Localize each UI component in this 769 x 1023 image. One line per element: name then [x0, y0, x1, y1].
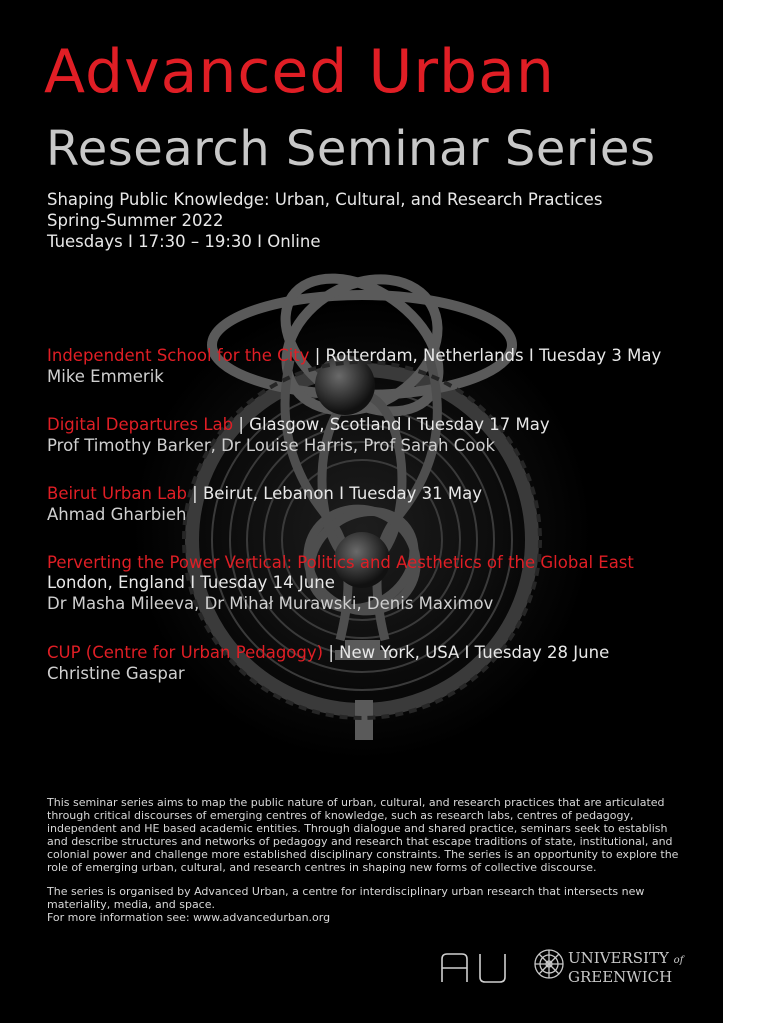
more-info-link[interactable]: For more information see: www.advancedurban.org: [47, 911, 331, 924]
event-4-name: Perverting the Power Vertical: Politics and Aesthetics of the Global East: [47, 553, 634, 572]
event-4-details: London, England I Tuesday 14 June: [47, 573, 335, 592]
description-paragraph-2: The series is organised by Advanced Urban, a centre for interdisciplinary urban research that intersects new materiality, media, and space.: [47, 885, 645, 911]
event-2-details: | Glasgow, Scotland I Tuesday 17 May: [233, 415, 550, 434]
description: [47, 796, 687, 924]
event-5-details: | New York, USA I Tuesday 28 June: [323, 643, 610, 662]
event-3-name: Beirut Urban Lab: [47, 484, 187, 503]
description-paragraph-1: This seminar series aims to map the public nature of urban, cultural, and research practices that are articulated through critical discourses of emerging centres of knowledge, such as research labs, centres of pedagogy, independent and HE based academic entities. Through dialogue and shared practice, seminars seek to establish and describe structures and networks of pedagogy and research that escape traditions of state, institutional, and colonial power and challenge more established disciplinary constraints. The series is an opportunity to explore the role of emerging urban, cultural, and research centres in shaping new forms of collective discourse.: [47, 796, 679, 874]
event-5-speakers: Christine Gaspar: [47, 664, 185, 683]
event-3-title: [47, 484, 482, 504]
event-3-speakers: Ahmad Gharbieh: [47, 505, 187, 524]
event-4-speakers: Dr Masha Mileeva, Dr Mihał Murawski, Denis Maximov: [47, 594, 494, 613]
university-line-1: UNIVERSITY: [568, 949, 669, 967]
schedule: Tuesdays I 17:30 – 19:30 I Online: [47, 232, 321, 251]
event-3-details: | Beirut, Lebanon I Tuesday 31 May: [186, 484, 482, 503]
event-2-speakers: Prof Timothy Barker, Dr Louise Harris, Prof Sarah Cook: [47, 436, 496, 455]
university-line-2: GREENWICH: [568, 968, 673, 986]
event-1-title: [47, 346, 661, 366]
event-2-title: [47, 415, 550, 435]
event-1-speakers: Mike Emmerik: [47, 367, 164, 386]
subtitle: Shaping Public Knowledge: Urban, Cultural, and Research Practices: [47, 190, 603, 209]
event-1-details: | Rotterdam, Netherlands I Tuesday 3 May: [309, 346, 662, 365]
event-1-name: Independent School for the City: [47, 346, 310, 365]
event-5-title: [47, 643, 609, 663]
season: Spring-Summer 2022: [47, 211, 224, 230]
event-2-name: Digital Departures Lab: [47, 415, 234, 434]
university-of-greenwich-logo: [568, 950, 683, 985]
event-5-name: CUP (Centre for Urban Pedagogy): [47, 643, 324, 662]
university-crest-icon: [533, 948, 565, 980]
university-of: of: [673, 955, 684, 966]
title-line-2: Research Seminar Series: [46, 121, 656, 177]
advanced-urban-logo: [440, 953, 508, 983]
title-line-1: Advanced Urban: [44, 37, 555, 107]
